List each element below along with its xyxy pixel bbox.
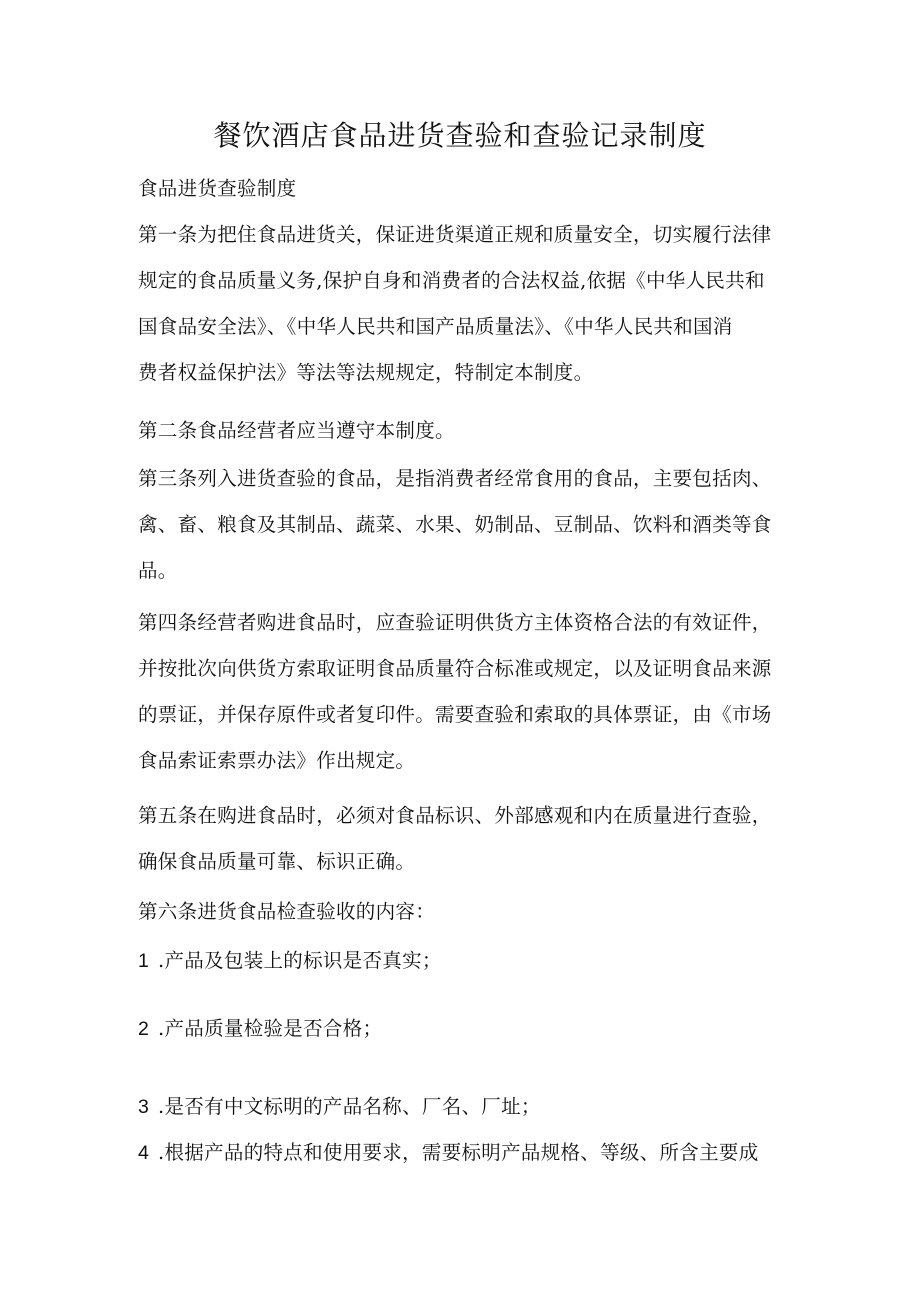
article-6 (138, 889, 788, 935)
list-item-number: 4 (138, 1142, 150, 1164)
article-line: 并按批次向供货方索取证明食品质量符合标准或规定，以及证明食品来源 (138, 657, 772, 680)
article-line: 确保食品质量可靠、标识正确。 (138, 850, 416, 873)
article-line: 第六条进货食品检查验收的内容： (138, 900, 436, 923)
article-line: 第三条列入进货查验的食品，是指消费者经常食用的食品，主要包括肉、 (138, 467, 772, 490)
article-line: 第四条经营者购进食品时，应查验证明供货方主体资格合法的有效证件， (138, 611, 772, 634)
list-item-text: .产品质量检验是否合格； (158, 1017, 383, 1040)
list-item (138, 1084, 788, 1130)
article-5 (138, 793, 788, 885)
list-item-text: .是否有中文标明的产品名称、厂名、厂址； (158, 1095, 541, 1118)
section-heading (138, 166, 788, 212)
section-heading-text: 食品进货查验制度 (138, 177, 297, 200)
list-item-number: 3 (138, 1096, 150, 1118)
list-item (138, 1130, 788, 1176)
article-line: 禽、畜、粮食及其制品、蔬菜、水果、奶制品、豆制品、饮料和酒类等食 (138, 513, 772, 536)
list-item-number: 2 (138, 1018, 150, 1040)
article-line: 费者权益保护法》等法等法规规定，特制定本制度。 (138, 361, 594, 384)
list-item-text: .根据产品的特点和使用要求，需要标明产品规格、等级、所含主要成 (158, 1141, 759, 1164)
article-1 (138, 212, 788, 396)
list-item-number: 1 (138, 950, 150, 972)
article-line: 第二条食品经营者应当遵守本制度。 (138, 419, 455, 442)
article-4 (138, 600, 788, 784)
article-line: 的票证，并保存原件或者复印件。需要查验和索取的具体票证，由《市场 (138, 703, 772, 726)
article-line: 食品索证索票办法》作出规定。 (138, 749, 416, 772)
article-3 (138, 456, 788, 594)
article-line: 第一条为把住食品进货关，保证进货渠道正规和质量安全，切实履行法律 (138, 223, 772, 246)
document-title: 餐饮酒店食品进货查验和查验记录制度 (213, 119, 707, 152)
article-line: 第五条在购进食品时，必须对食品标识、外部感观和内在质量进行查验， (138, 804, 772, 827)
article-2 (138, 408, 788, 454)
list-item (138, 938, 788, 984)
article-line: 品。 (138, 559, 178, 582)
list-item (138, 1006, 788, 1052)
article-line: 国食品安全法》、《中华人民共和国产品质量法》、《中华人民共和国消 (138, 315, 733, 338)
list-item-text: .产品及包装上的标识是否真实； (158, 949, 442, 972)
article-line: 规定的食品质量义务,保护自身和消费者的合法权益,依据《中华人民共和 (138, 269, 765, 292)
